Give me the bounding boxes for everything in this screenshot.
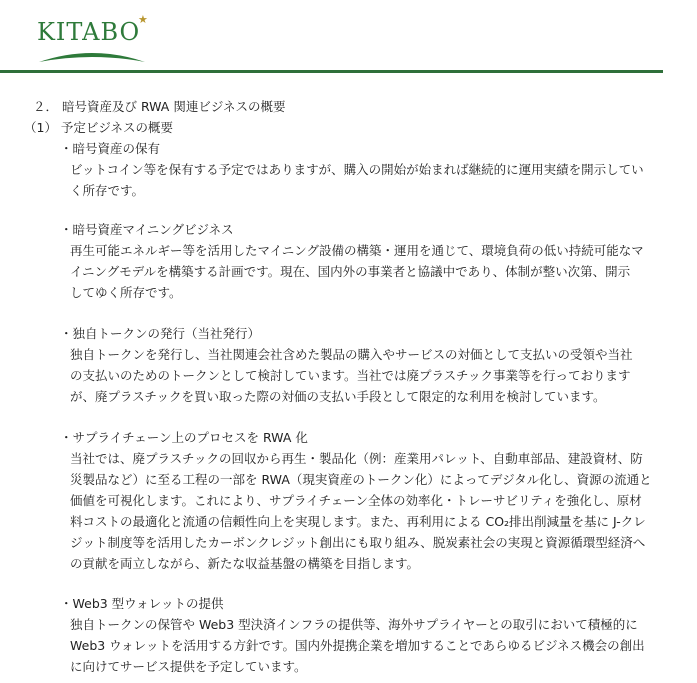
business-item-mining bbox=[60, 219, 675, 303]
business-item-web3-wallet bbox=[60, 593, 675, 677]
star-icon: ★ bbox=[138, 13, 148, 26]
item-body: 当社では、廃プラスチックの回収から再生・製品化（例：産業用パレット、自動車部品、建設資材、防 災製品など）に至る工程の一部を RWA（現実資産のトークン化）によってデジタル化し、資源の流通と 価値を可視化します。これにより、サプライチェーン全体の効率化・トレーサビリティを強化し、原材 料コストの最適化と流通の信頼性向上を実現します。また、再利用による CO₂排出削減量を基に J-クレ ジット制度等を活用したカーボンクレジット創出にも取り組み、脱炭素社会の実現と資源循環型経済へ の貢献を両立しながら、新たな収益基盤の構築を目指します。 bbox=[70, 451, 652, 571]
item-title: ・サプライチェーン上のプロセスを RWA 化 bbox=[60, 430, 308, 445]
item-body: 再生可能エネルギー等を活用したマイニング設備の構築・運用を通じて、環境負荷の低い持続可能なマ イニングモデルを構築する計画です。現在、国内外の事業者と協議中であり、体制が整い次第、開示 してゆく所存です。 bbox=[70, 243, 644, 300]
header-rule bbox=[0, 70, 663, 73]
item-title: ・暗号資産の保有 bbox=[60, 141, 161, 156]
business-item-token-issuance bbox=[60, 323, 675, 407]
page-header bbox=[0, 0, 697, 80]
item-title: ・独自トークンの発行（当社発行） bbox=[60, 326, 261, 341]
business-item-crypto-holding bbox=[60, 138, 675, 201]
swoosh-icon bbox=[37, 50, 147, 64]
item-body: 独自トークンの保管や Web3 型決済インフラの提供等、海外サプライヤーとの取引において積極的に Web3 ウォレットを活用する方針です。国内外提携企業を増加することであらゆるビジネス機会の創出 に向けてサービス提供を予定しています。 bbox=[70, 617, 645, 674]
business-item-supply-chain-rwa bbox=[60, 427, 675, 574]
kitabo-logo bbox=[37, 10, 167, 65]
item-body: 独自トークンを発行し、当社関連会社含めた製品の購入やサービスの対価として支払いの受領や当社 の支払いのためのトークンとして検討しています。当社では廃プラスチック事業等を行っております が、廃プラスチックを買い取った際の対価の支払い手段として限定的な利用を検討しています。 bbox=[70, 347, 633, 404]
section-heading: ２． 暗号資産及び RWA 関連ビジネスの概要 bbox=[33, 99, 286, 114]
item-title: ・暗号資産マイニングビジネス bbox=[60, 222, 234, 237]
logo-wordmark: KITABO bbox=[37, 18, 141, 46]
subsection-heading: （1） 予定ビジネスの概要 bbox=[24, 120, 174, 135]
item-title: ・Web3 型ウォレットの提供 bbox=[60, 596, 224, 611]
item-body: ビットコイン等を保有する予定ではありますが、購入の開始が始まれば継続的に運用実績を開示してい く所存です。 bbox=[70, 162, 644, 198]
